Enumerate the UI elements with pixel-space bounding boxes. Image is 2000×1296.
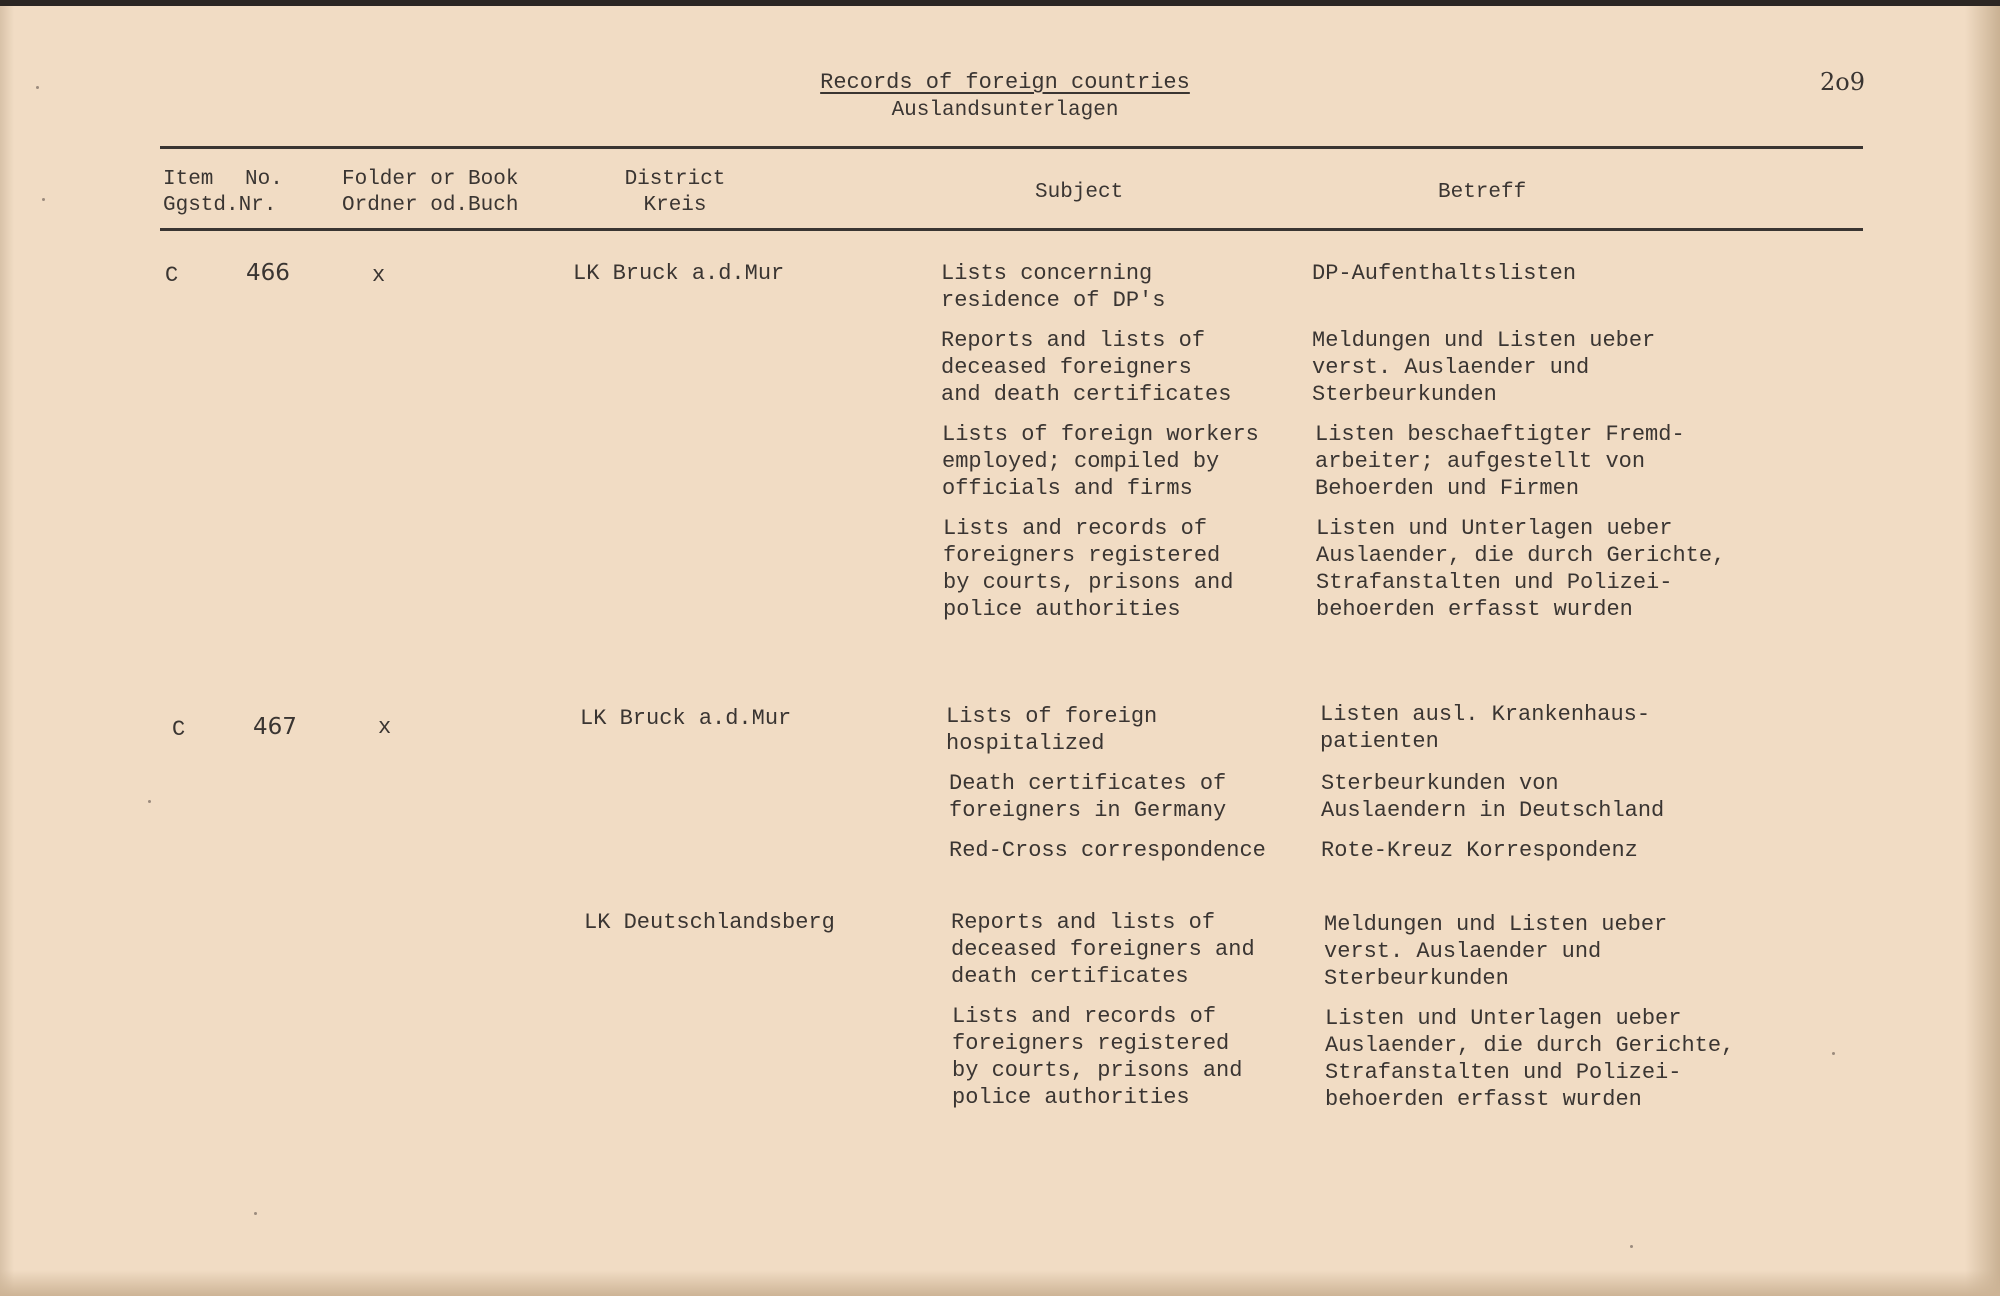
betreff-cell: DP-Aufenthaltslisten <box>1312 261 1577 286</box>
page-bottom-shadow <box>0 1270 2000 1296</box>
betreff-cell: Listen und Unterlagen ueber Auslaender, die durch Gerichte, Strafanstalten und Polizei- behoerden erfasst wurden <box>1325 1006 1735 1112</box>
page-top-edge <box>0 0 2000 6</box>
subject-cell: Reports and lists of deceased foreigners and death certificates <box>941 328 1232 407</box>
betreff-cell: Listen ausl. Krankenhaus- patienten <box>1320 702 1651 754</box>
entry-district: LK Bruck a.d.Mur <box>573 261 785 286</box>
entry-folder-mark: x <box>378 715 392 740</box>
betreff-cell: Sterbeurkunden von Auslaendern in Deutschland <box>1321 771 1665 823</box>
page-right-shadow <box>1965 6 2000 1296</box>
subject-cell: Death certificates of foreigners in Germany <box>949 771 1227 823</box>
entry-item: C <box>165 263 179 288</box>
entry-district: LK Deutschlandsberg <box>584 910 835 935</box>
header-betreff: Betreff <box>1438 181 1527 204</box>
paper-speck <box>36 86 39 89</box>
entry-number: 466 <box>246 260 290 286</box>
header-top-rule <box>160 146 1863 149</box>
paper-speck <box>1630 1245 1633 1248</box>
header-bottom-rule <box>160 228 1863 231</box>
subject-cell: Reports and lists of deceased foreigners and death certificates <box>951 910 1255 989</box>
betreff-cell: Rote-Kreuz Korrespondenz <box>1321 838 1638 863</box>
subject-cell: Lists of foreign workers employed; compiled by officials and firms <box>942 422 1259 501</box>
paper-speck <box>42 198 45 201</box>
header-kreis: Kreis <box>643 194 707 217</box>
betreff-cell: Listen und Unterlagen ueber Auslaender, die durch Gerichte, Strafanstalten und Polizei- behoerden erfasst wurden <box>1316 516 1726 622</box>
header-no: No. <box>245 168 283 191</box>
subject-cell: Lists and records of foreigners registered by courts, prisons and police authorities <box>943 516 1234 622</box>
entry-item: C <box>172 717 186 742</box>
header-district: District <box>624 168 726 191</box>
betreff-cell: Meldungen und Listen ueber verst. Auslaender und Sterbeurkunden <box>1312 328 1656 407</box>
betreff-cell: Listen beschaeftigter Fremd- arbeiter; aufgestellt von Behoerden und Firmen <box>1315 422 1685 501</box>
header-folder: Folder or Book <box>342 168 519 191</box>
subject-cell: Lists and records of foreigners registered by courts, prisons and police authorities <box>952 1004 1243 1110</box>
paper-speck <box>148 800 151 803</box>
subject-cell: Red-Cross correspondence <box>949 838 1266 863</box>
subject-cell: Lists of foreign hospitalized <box>946 704 1158 756</box>
subject-cell: Lists concerning residence of DP's <box>941 261 1166 313</box>
header-item: Item <box>163 168 214 191</box>
header-ordner: Ordner od.Buch <box>342 194 519 217</box>
header-ggstd-nr: Ggstd.Nr. <box>163 194 277 217</box>
page-subtitle: Auslandsunterlagen <box>891 99 1119 122</box>
paper-speck <box>254 1212 257 1215</box>
betreff-cell: Meldungen und Listen ueber verst. Auslaender und Sterbeurkunden <box>1324 912 1668 991</box>
page-title: Records of foreign countries <box>820 70 1190 95</box>
entry-number: 467 <box>253 714 297 740</box>
page-number: 2o9 <box>1820 68 1865 96</box>
entry-district: LK Bruck a.d.Mur <box>580 706 792 731</box>
entry-folder-mark: x <box>372 263 386 288</box>
header-subject: Subject <box>1035 181 1124 204</box>
paper-speck <box>1832 1052 1835 1055</box>
page-left-shadow <box>0 6 14 1296</box>
